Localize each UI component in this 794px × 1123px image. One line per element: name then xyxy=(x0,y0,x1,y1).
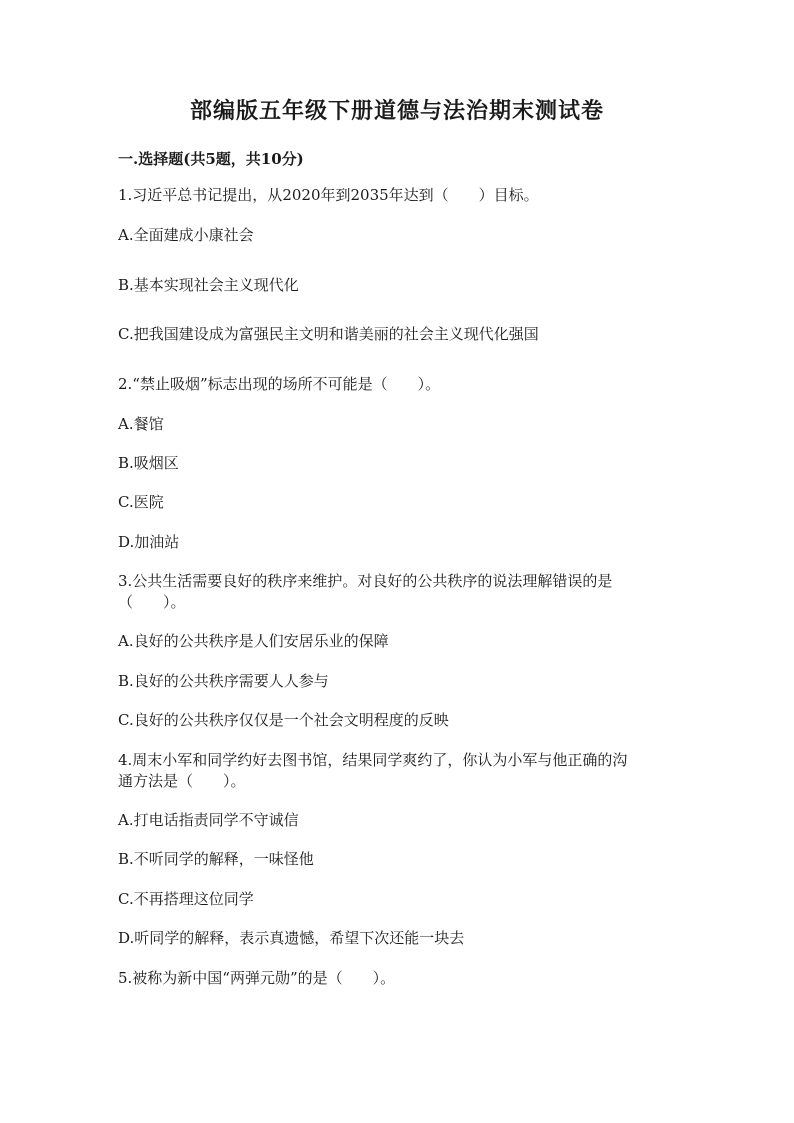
question-4-option-a: A.打电话指责同学不守诚信 xyxy=(118,811,299,829)
question-3-option-c: C.良好的公共秩序仅仅是一个社会文明程度的反映 xyxy=(118,711,449,729)
question-3-option-a: A.良好的公共秩序是人们安居乐业的保障 xyxy=(118,632,389,650)
question-3-stem-line-1: 3.公共生活需要良好的秩序来维护。对良好的公共秩序的说法理解错误的是 xyxy=(118,572,613,590)
question-1-stem: 1.习近平总书记提出，从2020年到2035年达到（ ）目标。 xyxy=(118,186,539,204)
question-2-option-a: A.餐馆 xyxy=(118,415,164,433)
question-1-option-c: C.把我国建设成为富强民主文明和谐美丽的社会主义现代化强国 xyxy=(118,325,539,343)
question-2-option-d: D.加油站 xyxy=(118,533,180,551)
question-4-option-b: B.不听同学的解释，一味怪他 xyxy=(118,850,314,868)
page-title: 部编版五年级下册道德与法治期末测试卷 xyxy=(189,98,604,124)
question-4-option-d: D.听同学的解释，表示真遗憾，希望下次还能一块去 xyxy=(118,929,465,947)
question-3-stem-line-2: （ ）。 xyxy=(118,593,186,611)
question-1-option-b: B.基本实现社会主义现代化 xyxy=(118,276,299,294)
question-4-option-c: C.不再搭理这位同学 xyxy=(118,890,254,908)
section-heading: 一.选择题(共5题，共10分) xyxy=(118,150,304,168)
question-4-stem-line-2: 通方法是（ ）。 xyxy=(118,772,246,790)
question-2-option-c: C.医院 xyxy=(118,493,164,511)
question-1-option-a: A.全面建成小康社会 xyxy=(118,226,254,244)
question-5-stem: 5.被称为新中国“两弹元勋”的是（ ）。 xyxy=(118,969,396,987)
question-4-stem-line-1: 4.周末小军和同学约好去图书馆，结果同学爽约了，你认为小军与他正确的沟 xyxy=(118,751,628,769)
question-2-stem: 2.“禁止吸烟”标志出现的场所不可能是（ ）。 xyxy=(118,375,441,393)
question-3-option-b: B.良好的公共秩序需要人人参与 xyxy=(118,672,329,690)
question-2-option-b: B.吸烟区 xyxy=(118,454,179,472)
